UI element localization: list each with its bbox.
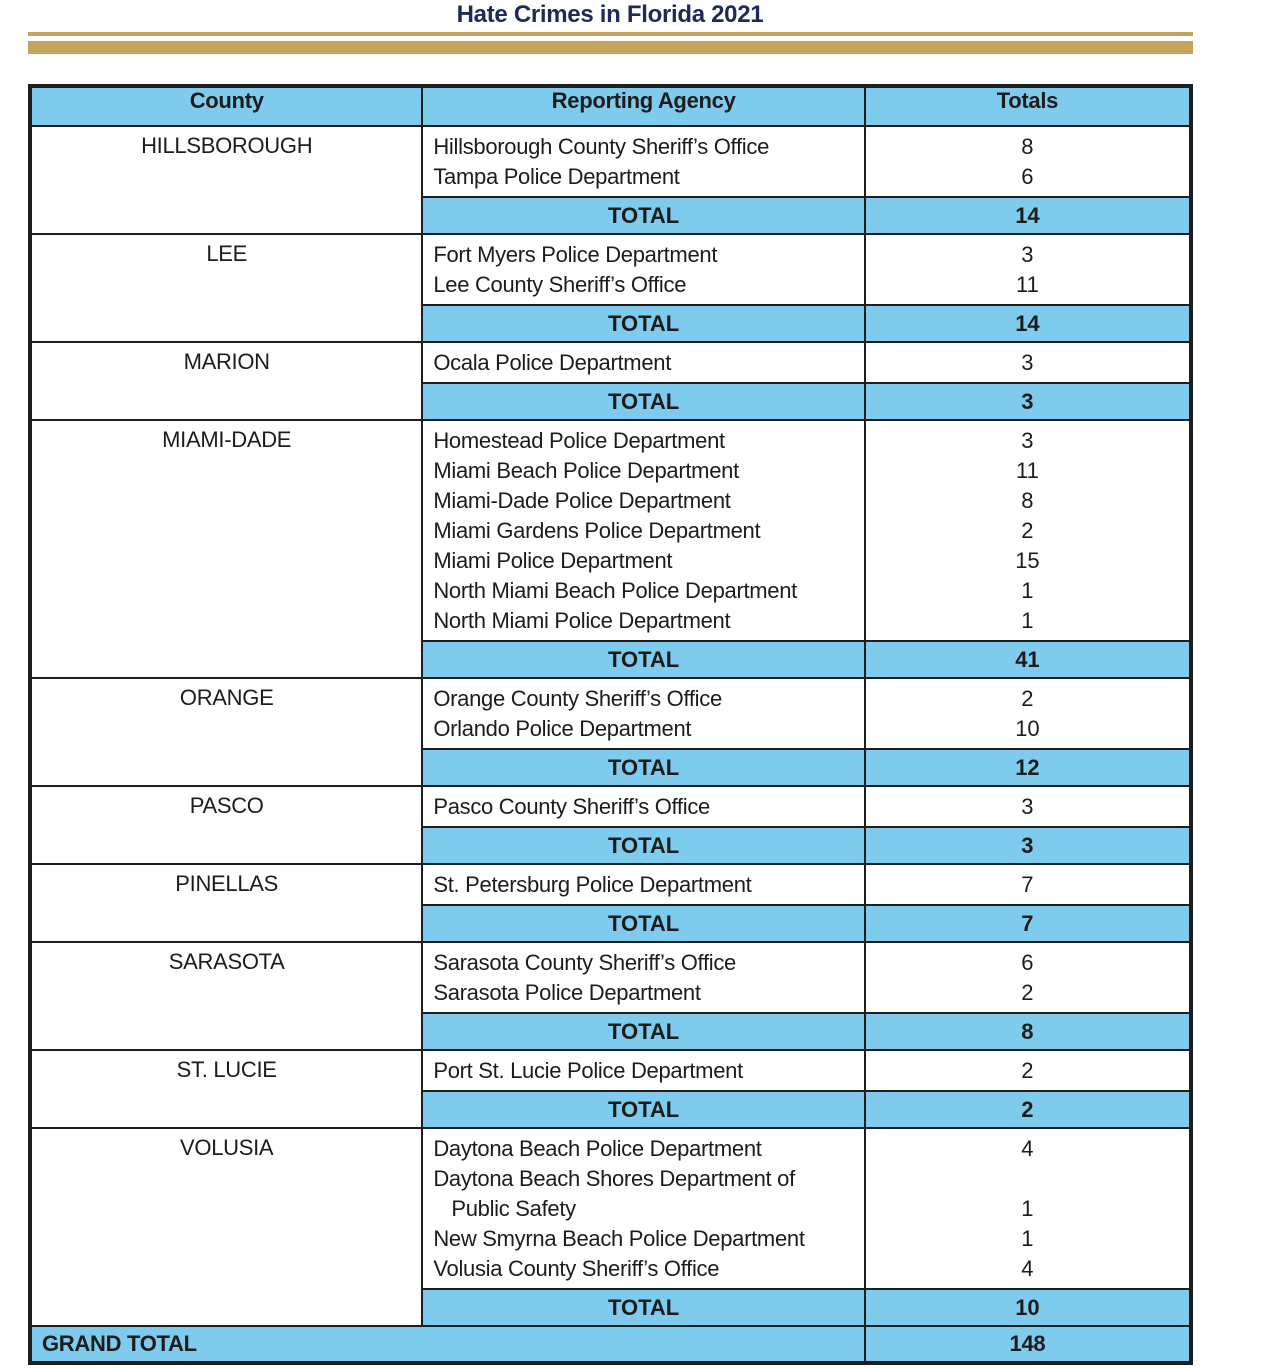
agency-count-list: [865, 126, 1191, 197]
agency-count: 6: [1021, 950, 1034, 975]
agency-count: 3: [1021, 350, 1034, 375]
county-row: [30, 786, 1191, 827]
county-total-value: 8: [865, 1013, 1191, 1050]
county-name: ORANGE: [30, 678, 422, 786]
agency-count-list: [865, 864, 1191, 905]
agency-count: 2: [1021, 980, 1034, 1005]
county-row: [30, 942, 1191, 1013]
agency-name: North Miami Beach Police Department: [433, 578, 797, 603]
agency-count: 1: [1021, 578, 1034, 603]
grand-total-label: GRAND TOTAL: [30, 1326, 865, 1363]
agency-list: [422, 678, 865, 749]
agency-name-continuation: Public Safety: [451, 1196, 576, 1221]
agency-name: Miami-Dade Police Department: [433, 488, 731, 513]
total-label: TOTAL: [422, 197, 865, 234]
grand-total-value: 148: [865, 1326, 1191, 1363]
total-label: TOTAL: [422, 827, 865, 864]
agency-count: 1: [1021, 608, 1034, 633]
agency-count: 8: [1021, 134, 1034, 159]
agency-count: 2: [1021, 1058, 1034, 1083]
agency-count: 11: [1016, 458, 1039, 483]
agency-count: 10: [1015, 716, 1040, 741]
agency-name: Fort Myers Police Department: [433, 242, 718, 267]
hate-crimes-table: [28, 84, 1193, 1365]
agency-count: 6: [1021, 164, 1034, 189]
agency-name: Daytona Beach Police Department: [433, 1136, 762, 1161]
county-row: [30, 126, 1191, 197]
agency-count-list: [865, 1128, 1191, 1289]
total-label: TOTAL: [422, 641, 865, 678]
agency-count-list: [865, 942, 1191, 1013]
county-name: VOLUSIA: [30, 1128, 422, 1326]
agency-list: [422, 342, 865, 383]
county-name: PINELLAS: [30, 864, 422, 942]
total-label: TOTAL: [422, 1013, 865, 1050]
county-name: HILLSBOROUGH: [30, 126, 422, 234]
gold-rule-thin: [28, 32, 1193, 36]
agency-list: [422, 126, 865, 197]
agency-list: [422, 786, 865, 827]
gold-rule-thick: [28, 41, 1193, 54]
agency-count: 4: [1021, 1256, 1034, 1281]
agency-count-list: [865, 1050, 1191, 1091]
agency-name: Port St. Lucie Police Department: [433, 1058, 743, 1083]
agency-count: 2: [1021, 686, 1034, 711]
page-title: Hate Crimes in Florida 2021: [456, 1, 764, 28]
county-total-value: 14: [865, 305, 1191, 342]
total-label: TOTAL: [422, 905, 865, 942]
agency-count: 4: [1021, 1136, 1034, 1161]
agency-name: St. Petersburg Police Department: [433, 872, 752, 897]
total-label: TOTAL: [422, 305, 865, 342]
county-total-value: 41: [865, 641, 1191, 678]
county-name: MIAMI-DADE: [30, 420, 422, 678]
agency-list: [422, 1128, 865, 1289]
county-total-value: 3: [865, 827, 1191, 864]
agency-name: Hillsborough County Sheriff’s Office: [433, 134, 770, 159]
agency-list: [422, 864, 865, 905]
county-name: SARASOTA: [30, 942, 422, 1050]
grand-total-row: [30, 1326, 1191, 1363]
agency-count-list: [865, 234, 1191, 305]
county-row: [30, 420, 1191, 641]
agency-list: [422, 234, 865, 305]
agency-count: 3: [1021, 242, 1034, 267]
agency-name: Volusia County Sheriff’s Office: [433, 1256, 720, 1281]
agency-name: Miami Gardens Police Department: [433, 518, 761, 543]
agency-count: 3: [1021, 794, 1034, 819]
agency-count: 8: [1021, 488, 1034, 513]
agency-name: Daytona Beach Shores Department of: [433, 1166, 795, 1191]
county-row: [30, 342, 1191, 383]
agency-name: Pasco County Sheriff’s Office: [433, 794, 710, 819]
agency-count-list: [865, 678, 1191, 749]
agency-name: Tampa Police Department: [433, 164, 680, 189]
agency-list: [422, 420, 865, 641]
agency-count-list: [865, 786, 1191, 827]
header-totals: Totals: [865, 86, 1191, 126]
county-row: [30, 234, 1191, 305]
county-name: ST. LUCIE: [30, 1050, 422, 1128]
county-row: [30, 864, 1191, 905]
agency-name: North Miami Police Department: [433, 608, 731, 633]
total-label: TOTAL: [422, 749, 865, 786]
agency-count: 15: [1015, 548, 1040, 573]
agency-name: Sarasota Police Department: [433, 980, 701, 1005]
agency-count: 7: [1021, 872, 1034, 897]
total-label: TOTAL: [422, 1289, 865, 1326]
county-name: MARION: [30, 342, 422, 420]
county-row: [30, 1128, 1191, 1289]
count-spacer: [866, 1164, 1189, 1194]
table-body: [30, 126, 1191, 1363]
agency-name: Homestead Police Department: [433, 428, 725, 453]
county-total-value: 2: [865, 1091, 1191, 1128]
agency-count: 1: [1021, 1226, 1034, 1251]
agency-name: Orange County Sheriff’s Office: [433, 686, 722, 711]
agency-name: Miami Police Department: [433, 548, 673, 573]
agency-count-list: [865, 420, 1191, 641]
header-reporting-agency: Reporting Agency: [422, 86, 865, 126]
county-total-value: 14: [865, 197, 1191, 234]
agency-name: New Smyrna Beach Police Department: [433, 1226, 805, 1251]
agency-count: 3: [1021, 428, 1034, 453]
agency-name: Lee County Sheriff’s Office: [433, 272, 687, 297]
agency-name: Ocala Police Department: [433, 350, 672, 375]
county-total-value: 10: [865, 1289, 1191, 1326]
agency-list: [422, 1050, 865, 1091]
agency-count: 2: [1021, 518, 1034, 543]
county-name: LEE: [30, 234, 422, 342]
county-total-value: 12: [865, 749, 1191, 786]
agency-count: 11: [1016, 272, 1039, 297]
agency-name: Orlando Police Department: [433, 716, 692, 741]
county-row: [30, 1050, 1191, 1091]
table-header-row: [30, 86, 1191, 126]
agency-name: Miami Beach Police Department: [433, 458, 739, 483]
agency-list: [422, 942, 865, 1013]
county-total-value: 3: [865, 383, 1191, 420]
header-county: County: [30, 86, 422, 126]
agency-count-list: [865, 342, 1191, 383]
total-label: TOTAL: [422, 383, 865, 420]
agency-name: Sarasota County Sheriff’s Office: [433, 950, 736, 975]
county-name: PASCO: [30, 786, 422, 864]
total-label: TOTAL: [422, 1091, 865, 1128]
county-row: [30, 678, 1191, 749]
county-total-value: 7: [865, 905, 1191, 942]
agency-count: 1: [1021, 1196, 1034, 1221]
